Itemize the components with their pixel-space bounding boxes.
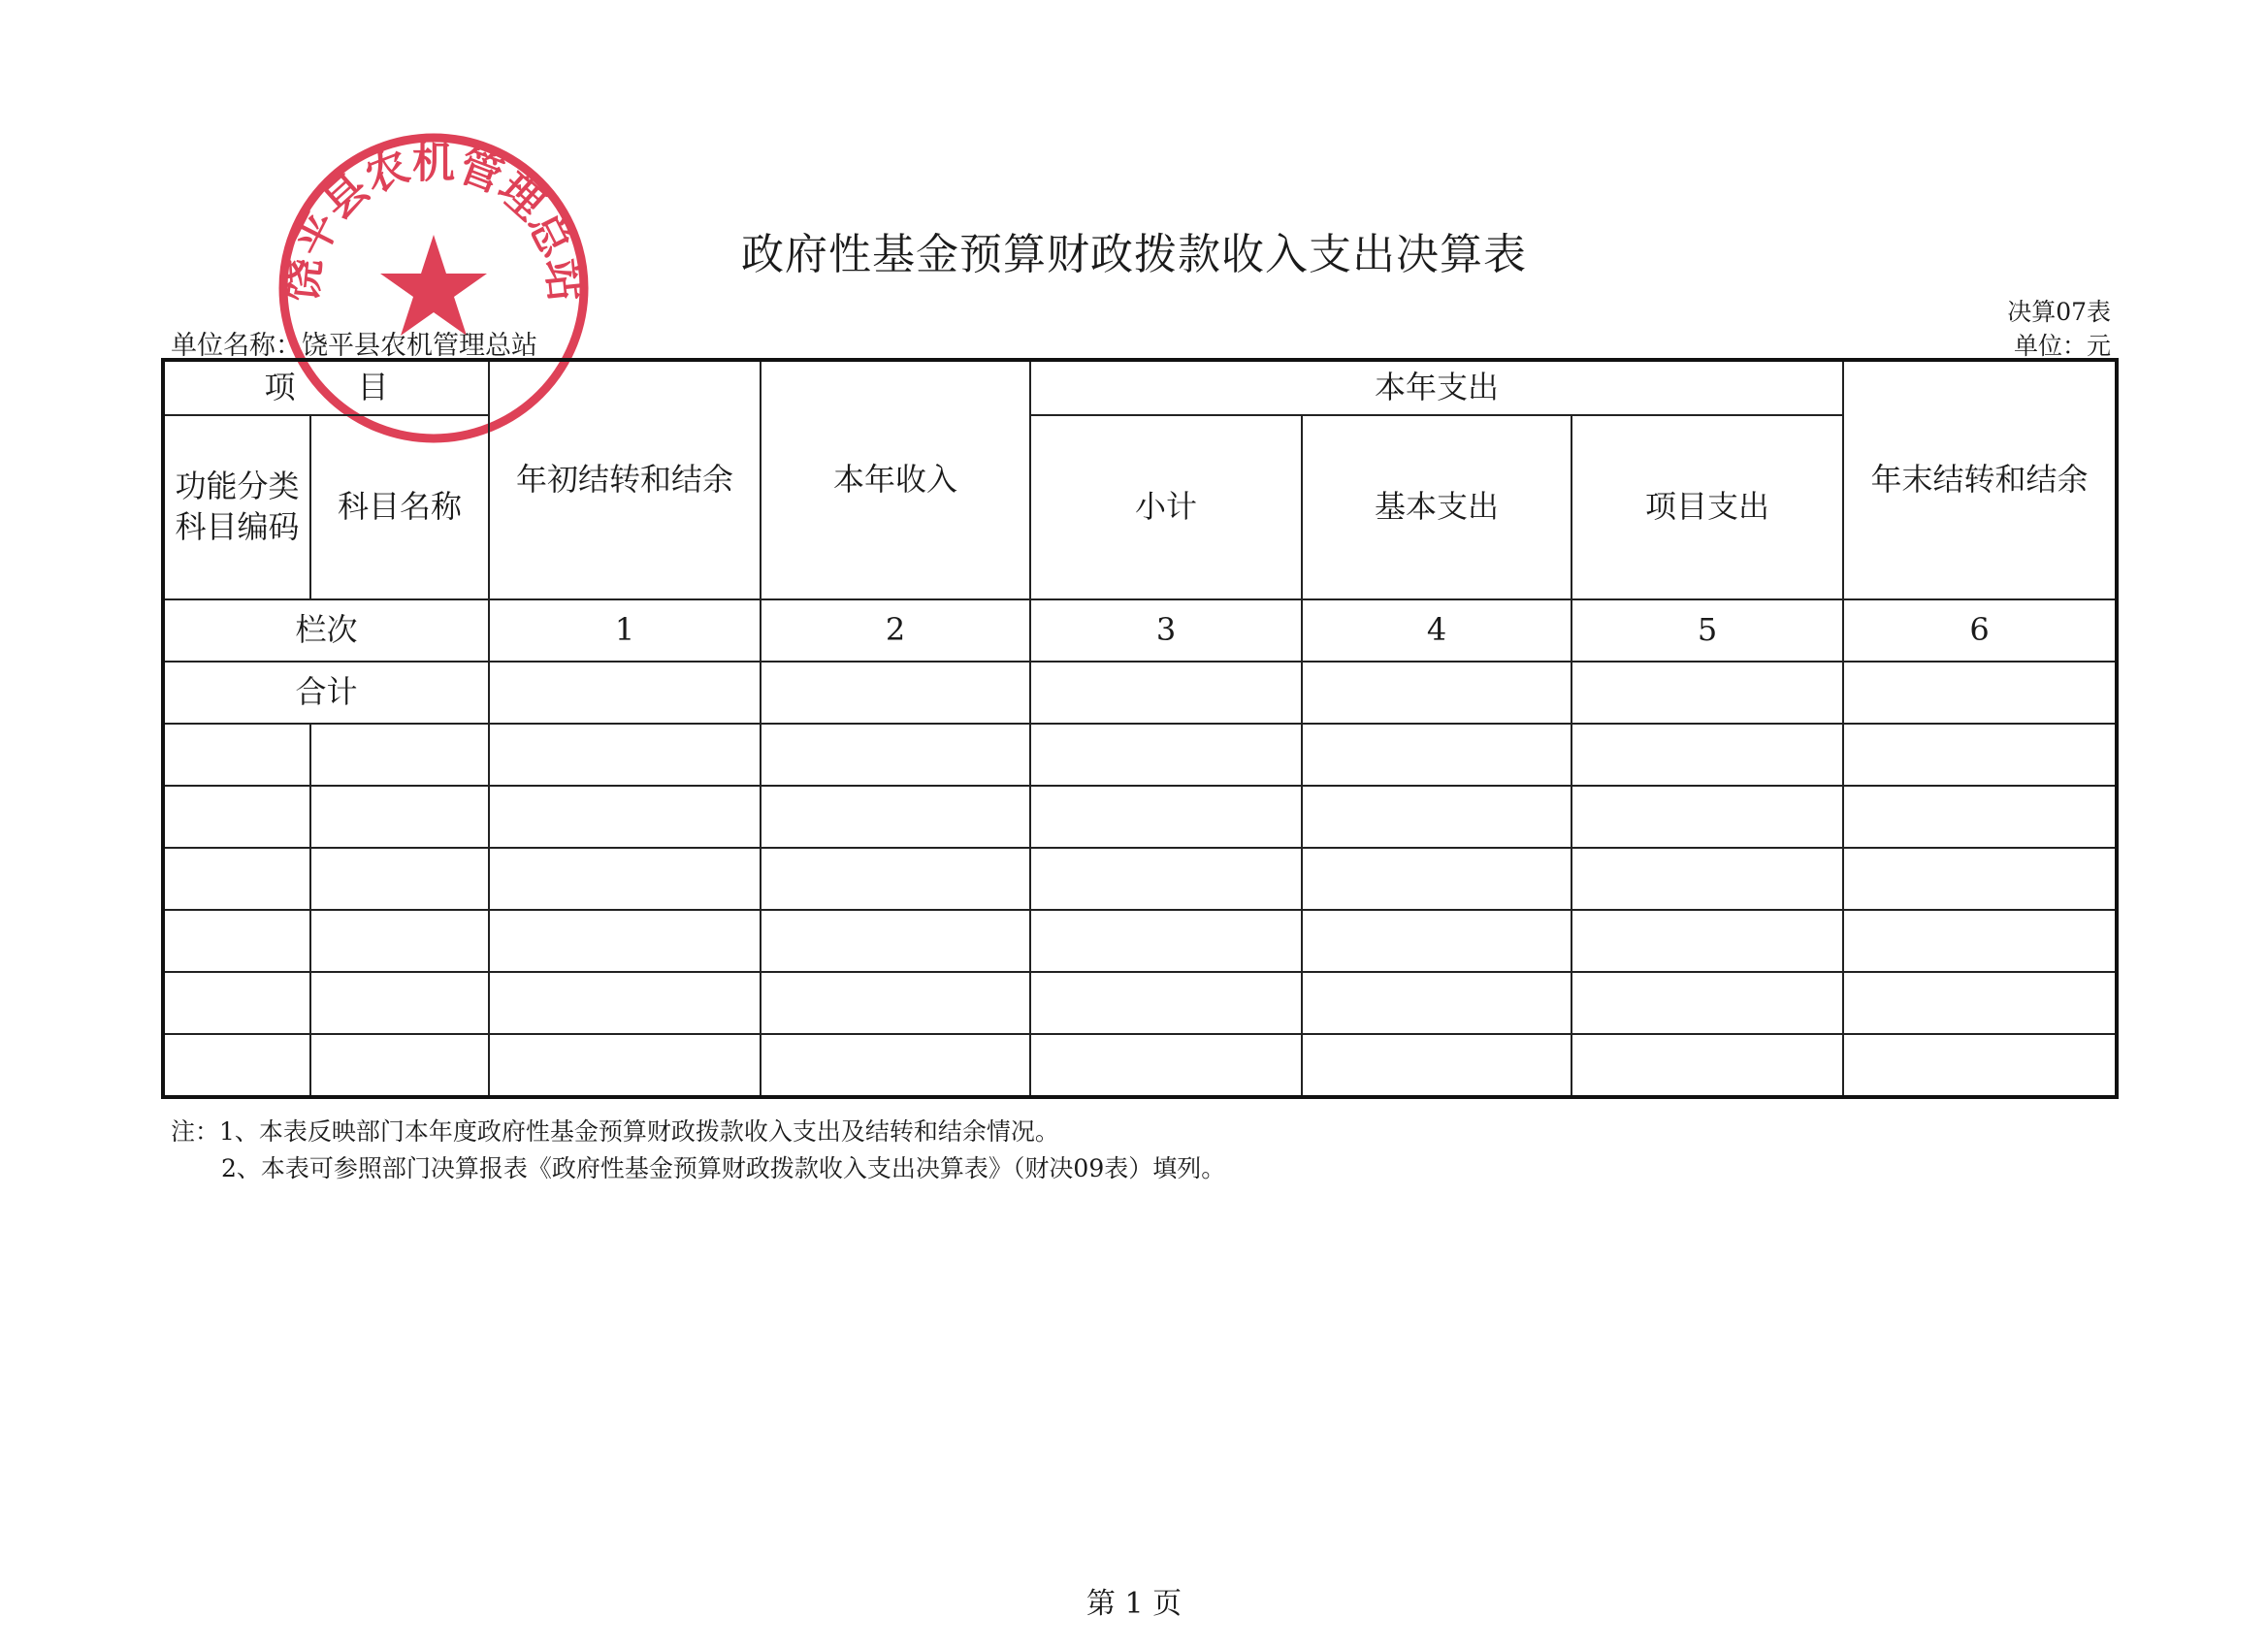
table-cell xyxy=(1302,786,1571,848)
table-cell xyxy=(1843,662,2117,724)
table-cell xyxy=(1030,848,1302,910)
table-cell xyxy=(310,910,489,972)
table-cell xyxy=(163,910,310,972)
table-cell xyxy=(1843,724,2117,786)
total-label: 合计 xyxy=(163,662,489,724)
seal-text: 饶平县农机管理总站 xyxy=(276,138,591,305)
table-cell xyxy=(489,786,761,848)
table-cell xyxy=(1030,972,1302,1034)
table-cell xyxy=(1843,910,2117,972)
table-cell xyxy=(1302,662,1571,724)
table-cell xyxy=(310,724,489,786)
table-cell xyxy=(163,1034,310,1097)
table-row xyxy=(163,910,2117,972)
table-row xyxy=(163,972,2117,1034)
table-cell xyxy=(310,1034,489,1097)
note-2: 2、本表可参照部门决算报表《政府性基金预算财政拨款收入支出决算表》（财决09表）填列。 xyxy=(221,1154,1226,1182)
table-cell xyxy=(1571,786,1843,848)
header-project: 项 目 xyxy=(163,360,489,415)
page-number: 第 1 页 xyxy=(1085,1587,1183,1621)
table-cell xyxy=(1571,724,1843,786)
table-cell xyxy=(1843,1034,2117,1097)
table-cell xyxy=(1030,910,1302,972)
unit-name: 单位名称：饶平县农机管理总站 xyxy=(171,331,537,361)
table-cell xyxy=(310,786,489,848)
header-current-expense: 本年支出 xyxy=(1030,360,1843,415)
table-cell xyxy=(1571,848,1843,910)
column-number: 1 xyxy=(489,599,761,662)
table-cell xyxy=(1843,972,2117,1034)
page-title: 政府性基金预算财政拨款收入支出决算表 xyxy=(741,230,1527,279)
table-cell xyxy=(1571,1034,1843,1097)
header-subtotal: 小计 xyxy=(1030,415,1302,599)
table-cell xyxy=(163,786,310,848)
note-1: 注：1、本表反映部门本年度政府性基金预算财政拨款收入支出及结转和结余情况。 xyxy=(171,1117,1059,1146)
header-current-income: 本年收入 xyxy=(761,360,1030,599)
column-number: 4 xyxy=(1302,599,1571,662)
table-cell xyxy=(761,724,1030,786)
table-cell xyxy=(1030,662,1302,724)
table-cell xyxy=(761,848,1030,910)
column-number: 2 xyxy=(761,599,1030,662)
table-cell xyxy=(163,848,310,910)
header-subject-name: 科目名称 xyxy=(310,415,489,599)
table-cell xyxy=(489,972,761,1034)
table-cell xyxy=(489,848,761,910)
table-cell xyxy=(489,662,761,724)
column-index-label: 栏次 xyxy=(163,599,489,662)
table-row xyxy=(163,848,2117,910)
header-beginning-balance: 年初结转和结余 xyxy=(489,360,761,599)
budget-table xyxy=(161,358,2119,1099)
table-cell xyxy=(163,972,310,1034)
header-project-expense: 项目支出 xyxy=(1571,415,1843,599)
column-number: 6 xyxy=(1843,599,2117,662)
table-cell xyxy=(1843,786,2117,848)
table-cell xyxy=(489,1034,761,1097)
table-cell xyxy=(761,786,1030,848)
table-cell xyxy=(761,1034,1030,1097)
table-cell xyxy=(1302,972,1571,1034)
table-row xyxy=(163,786,2117,848)
table-cell xyxy=(1571,662,1843,724)
column-number: 3 xyxy=(1030,599,1302,662)
table-cell xyxy=(1302,848,1571,910)
table-cell xyxy=(163,724,310,786)
table-cell xyxy=(310,848,489,910)
table-cell xyxy=(761,662,1030,724)
table-notes xyxy=(171,1114,1225,1187)
header-ending-balance: 年末结转和结余 xyxy=(1843,360,2117,599)
header-func-code: 功能分类 科目编码 xyxy=(163,415,310,599)
table-cell xyxy=(489,910,761,972)
table-cell xyxy=(1030,724,1302,786)
column-index-row xyxy=(163,599,2117,662)
table-row xyxy=(163,1034,2117,1097)
table-cell xyxy=(761,910,1030,972)
table-cell xyxy=(1030,1034,1302,1097)
table-cell xyxy=(1302,910,1571,972)
column-number: 5 xyxy=(1571,599,1843,662)
table-cell xyxy=(1571,910,1843,972)
table-row xyxy=(163,724,2117,786)
table-cell xyxy=(1302,1034,1571,1097)
table-cell xyxy=(761,972,1030,1034)
table-cell xyxy=(489,724,761,786)
total-row xyxy=(163,662,2117,724)
table-cell xyxy=(1571,972,1843,1034)
form-number: 决算07表 xyxy=(2007,298,2111,326)
table-cell xyxy=(1302,724,1571,786)
header-basic-expense: 基本支出 xyxy=(1302,415,1571,599)
table-cell xyxy=(1030,786,1302,848)
table-cell xyxy=(1843,848,2117,910)
currency-unit: 单位：元 xyxy=(2013,332,2111,360)
table-cell xyxy=(310,972,489,1034)
